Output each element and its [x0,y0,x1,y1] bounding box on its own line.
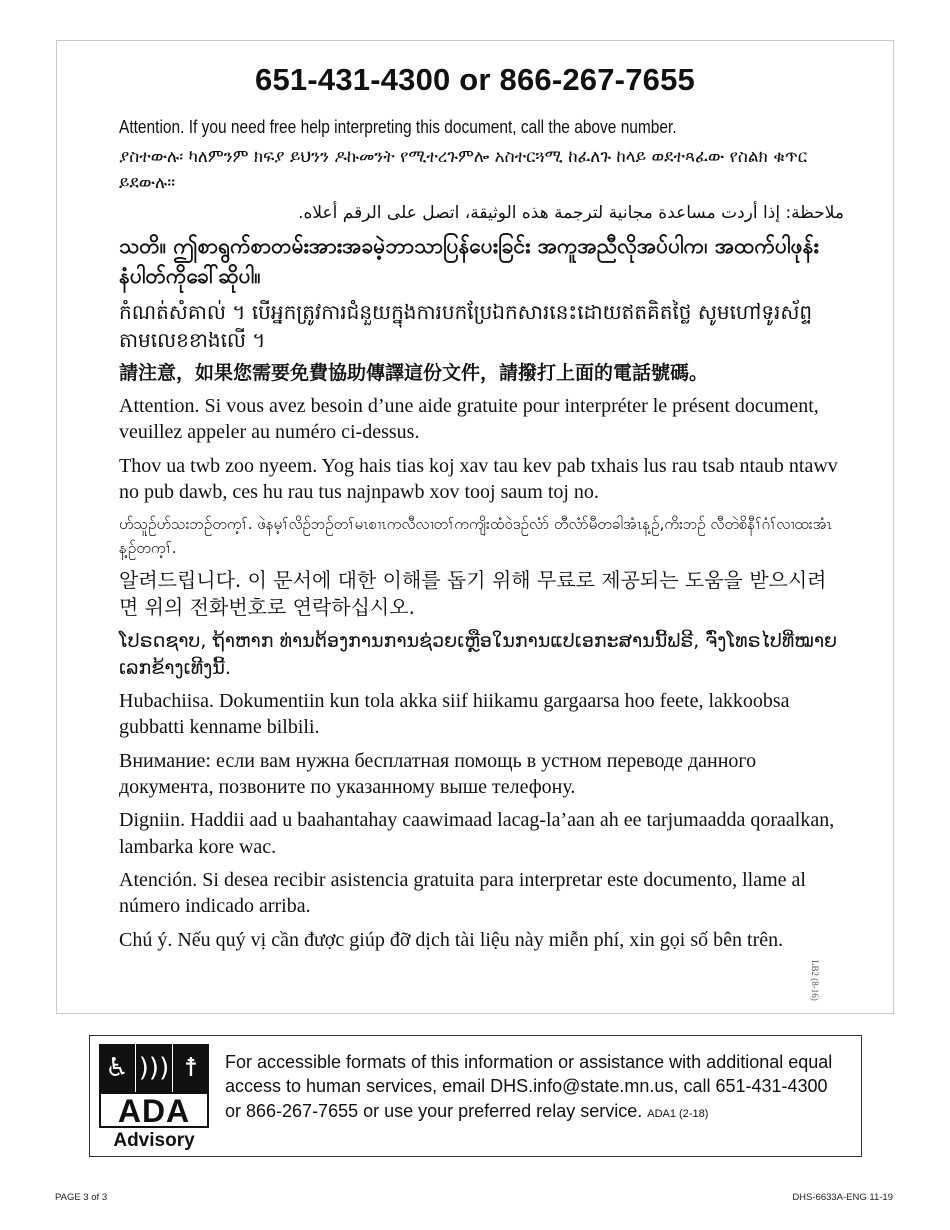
notice-amharic: ያስተውሉ፡ ካለምንም ክፍያ ይህንን ዶኩመንት የሚተረጉምሎ አስተርጓሚ ከፈለጉ ከላይ ወደተጻፈው የስልክ ቁጥር ይደውሉ። [119,147,808,193]
ada-notice-body: For accessible formats of this information or assistance with additional equal access to human services, email DHS.info@state.mn.us, call 651-431-4300 or 866-267-7655 or use your preferred relay service. [225,1052,833,1121]
notice-hmong: Thov ua twb zoo nyeem. Yog hais tias koj xav tau kev pab txhais lus rau tsab ntaub ntawv no pub dawb, ces hu rau tus najnpawb xov tooj saum toj no. [119,454,838,503]
ada-logo-advisory: Advisory [113,1130,195,1151]
page-number: PAGE 3 of 3 [55,1192,108,1203]
notice-arabic: ملاحظة: إذا أردت مساعدة مجانية لترجمة هذه الوثيقة، اتصل على الرقم أعلاه. [298,203,844,224]
notice-korean: 알려드립니다. 이 문서에 대한 이해를 돕기 위해 무료로 제공되는 도움을 받으시려면 위의 전화번호로 연락하십시오. [119,568,827,620]
form-side-code: LB2 (8-16) [810,960,820,1001]
notice-lao: ໂປຣດຊາບ, ຖ້າຫາກ ທ່ານຕ້ອງການການຊ່ວຍເຫຼືອໃນການແປເອກະສານນີ້ຟຣີ, ຈົ່ງໂທຣໄປທີ່ໝາຍເລກຂ້າງເທີງນີ້. [119,630,838,679]
ada-logo-word: ADA [99,1092,209,1128]
wheelchair-icon: ♿ [99,1044,136,1092]
notice-karen: ဟ်သူဉ်ဟ်သးဘဉ်တက့ၢ်. ဖဲနမ့ၢ်လိဉ်ဘဉ်တၢ်မၤစၢၤကလီလၢတၢ်ကကျိးထံဝဲဒဉ်လံာ် တီလံာ်မီတခါအံၤန့ဉ်,ကိးဘဉ် လီတဲစိနီၢ်ဂံၢ်လၢထးအံၤန့ဉ်တက့ၢ်. [119,515,833,558]
ada-icon-strip [99,1044,209,1092]
notice-somali: Digniin. Haddii aad u baahantahay caawimaad lacag-la’aan ah ee tarjumaadda qoraalkan, lambarka kore wac. [119,809,835,858]
ada-logo [99,1044,209,1150]
form-id: DHS-6633A-ENG 11-19 [792,1192,893,1203]
notice-khmer: កំណត់សំគាល់ ។ បើអ្នកត្រូវការជំនួយក្នុងការបកប្រែឯកសារនេះដោយឥតគិតថ្លៃ សូមហៅទូរស័ព្ទតាមលេខខាងលើ ។ [119,300,813,353]
blind-walking-icon: ☨ [183,1053,199,1083]
notice-vietnamese: Chú ý. Nếu quý vị cần được giúp đỡ dịch tài liệu này miễn phí, xin gọi số bên trên. [119,928,784,951]
notice-english: Attention. If you need free help interpreting this document, call the above number. [119,117,677,137]
notice-russian: Внимание: если вам нужна бесплатная помощь в устном переводе данного документа, позвоните по указанному выше телефону. [119,749,757,798]
phone-heading: 651-431-4300 or 866-267-7655 [255,62,695,97]
notice-burmese: သတိ။ ဤစာရွက်စာတမ်းအားအခမဲ့ဘာသာပြန်ပေးခြင်း အကူအညီလိုအပ်ပါက၊ အထက်ပါဖုန်းနံပါတ်ကိုခေါ်ဆိုပါ။ [119,233,819,288]
language-list [119,116,844,960]
ada-advisory-box [89,1035,862,1157]
hearing-icon: ))) [136,1044,173,1092]
notice-french: Attention. Si vous avez besoin d’une aide gratuite pour interpréter le présent document, veuillez appeler au numéro ci-dessus. [119,394,819,444]
ada-form-code: ADA1 (2-18) [647,1107,709,1120]
notice-spanish: Atención. Si desea recibir asistencia gratuita para interpretar este documento, llame al número indicado arriba. [119,869,806,918]
ada-notice-text [225,1050,835,1123]
notice-chinese: 請注意，如果您需要免費協助傳譯這份文件，請撥打上面的電話號碼。 [119,362,709,385]
notice-oromo: Hubachiisa. Dokumentiin kun tola akka siif hiikamu gargaarsa hoo feete, lakkoobsa gubbatti kenname bilbili. [119,689,790,739]
